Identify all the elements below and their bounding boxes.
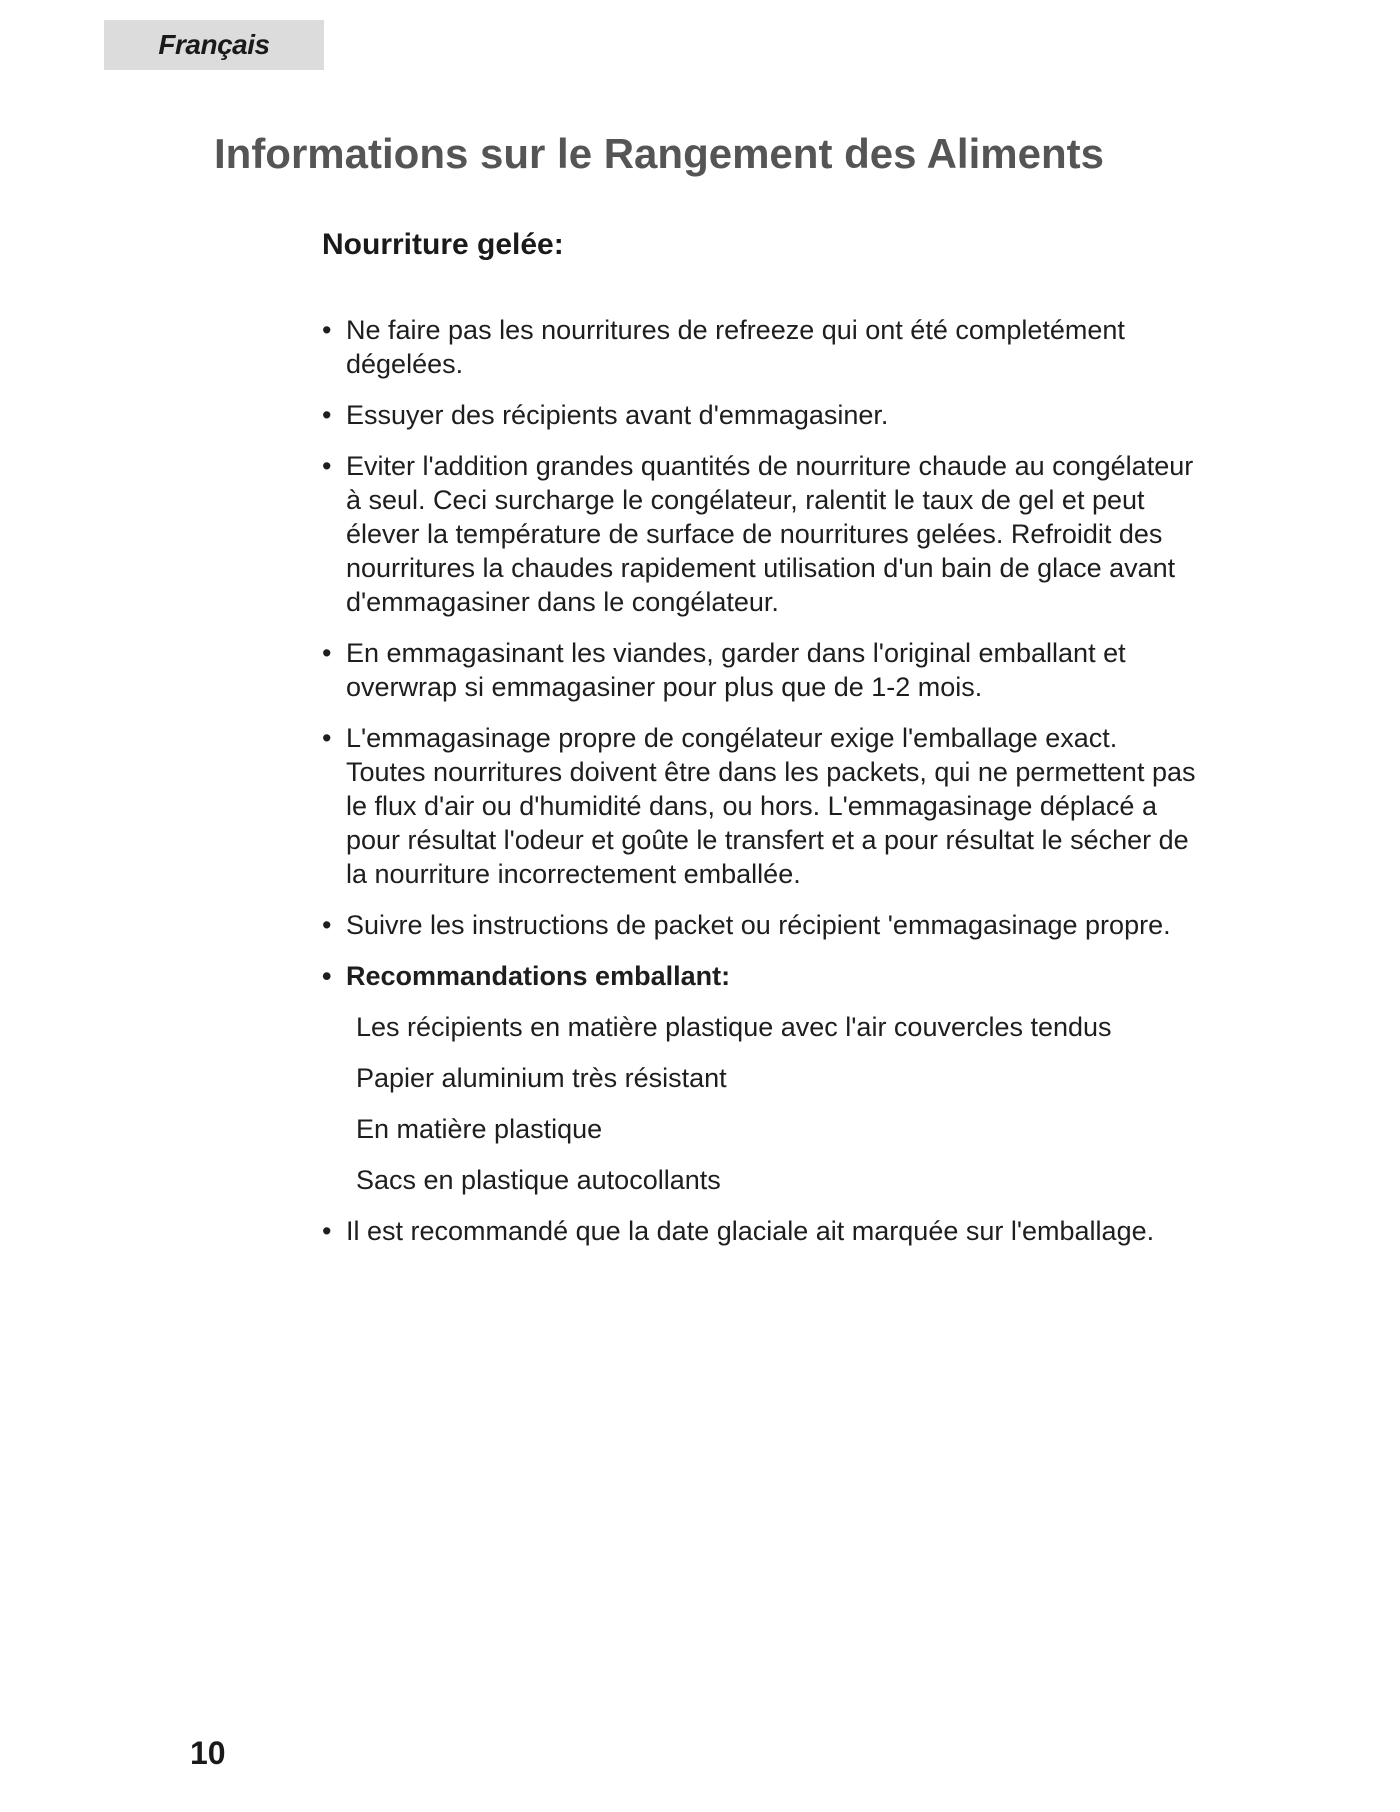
wrapping-recommendations-heading: • Recommandations emballant: xyxy=(322,959,1202,993)
section-heading: Nourriture gelée: xyxy=(322,228,564,261)
bullet-item: • L'emmagasinage propre de congélateur exige l'emballage exact. Toutes nourritures doivent être dans les packets, qui ne permettent pas le flux d'air ou d'humidité dans, ou hors. L'emmagasinage déplacé a pour résultat l'odeur et goûte le transfert et a pour résultat le sécher de la nourriture incorrectement emballée. xyxy=(322,721,1202,891)
page-number: 10 xyxy=(190,1735,226,1771)
wrapping-option: Sacs en plastique autocollants xyxy=(356,1165,721,1195)
wrapping-option: Les récipients en matière plastique avec l'air couvercles tendus xyxy=(356,1012,1112,1042)
bullet-item: • Il est recommandé que la date glaciale ait marquée sur l'emballage. xyxy=(322,1214,1202,1248)
language-tab xyxy=(104,20,324,70)
bullet-item: • Eviter l'addition grandes quantités de nourriture chaude au congélateur à seul. Ceci surcharge le congélateur, ralentit le taux de gel et peut élever la température de surface de nourritures gelées. Refroidit des nourritures la chaudes rapidement utilisation d'un bain de glace avant d'emmagasiner dans le congélateur. xyxy=(322,449,1202,619)
wrapping-option: Papier aluminium très résistant xyxy=(356,1063,727,1093)
page-title: Informations sur le Rangement des Aliments xyxy=(214,130,1104,177)
bullet-item: • Essuyer des récipients avant d'emmagasiner. xyxy=(322,398,1202,432)
bullet-item: • Suivre les instructions de packet ou récipient 'emmagasinage propre. xyxy=(322,908,1202,942)
storage-instructions-list xyxy=(322,313,1202,1265)
bullet-item: • En emmagasinant les viandes, garder dans l'original emballant et overwrap si emmagasiner pour plus que de 1-2 mois. xyxy=(322,636,1202,704)
bullet-item: • Ne faire pas les nourritures de refreeze qui ont été completément dégelées. xyxy=(322,313,1202,381)
wrapping-option: En matière plastique xyxy=(356,1114,603,1144)
language-label: Français xyxy=(158,29,270,60)
